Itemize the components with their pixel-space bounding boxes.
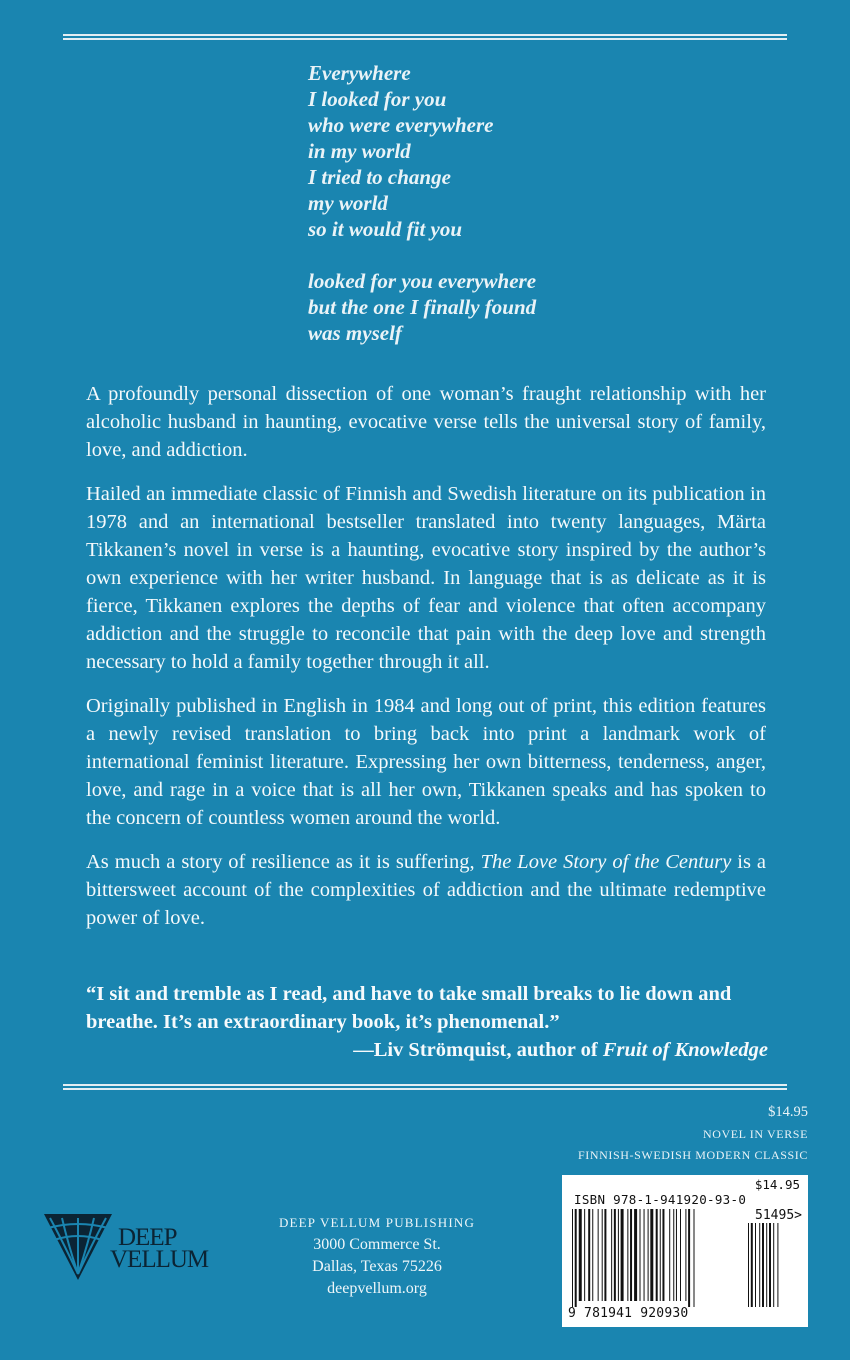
barcode-addon-code: 51495> xyxy=(755,1208,802,1223)
logo-line-1: DEEP xyxy=(118,1224,177,1251)
barcode-bar xyxy=(584,1209,585,1301)
barcode-bar xyxy=(604,1209,606,1301)
barcode-bar xyxy=(621,1209,624,1301)
publisher-logo-wordmark xyxy=(110,1224,209,1273)
barcode-bar xyxy=(618,1209,619,1301)
quote-attribution xyxy=(86,1036,768,1064)
book-description xyxy=(86,380,766,948)
barcode-bar xyxy=(694,1209,695,1307)
description-paragraph-1: A profoundly personal dissection of one woman’s fraught relationship with her alcoholic husband in haunting, evocative verse tells the universal story of family, love, and addiction. xyxy=(86,383,766,461)
poem-line: but the one I finally found xyxy=(308,295,537,319)
barcode-bar xyxy=(627,1209,628,1301)
barcode-addon-bar xyxy=(751,1223,753,1307)
barcode-bars xyxy=(572,1209,802,1307)
barcode-addon-bar xyxy=(762,1223,764,1307)
price: $14.95 xyxy=(768,1104,808,1120)
barcode-addon-bar xyxy=(766,1223,767,1307)
genre-label: NOVEL IN VERSE xyxy=(702,1127,808,1141)
barcode-bar xyxy=(575,1209,577,1307)
vellum-fan-icon xyxy=(42,1210,114,1284)
poem-line: Everywhere xyxy=(308,61,411,85)
barcode-addon-bar xyxy=(773,1223,774,1307)
barcode-bar xyxy=(611,1209,612,1301)
bottom-divider xyxy=(63,1084,787,1090)
barcode-price: $14.95 xyxy=(754,1177,800,1192)
barcode-addon-bar xyxy=(759,1223,760,1307)
barcode-bar xyxy=(676,1209,677,1301)
barcode-bar xyxy=(588,1209,590,1301)
poem-stanza-1 xyxy=(308,60,536,242)
poem-line: in my world xyxy=(308,139,411,163)
barcode-bar xyxy=(640,1209,641,1301)
review-quote xyxy=(86,980,768,1064)
publisher-name: DEEP VELLUM PUBLISHING xyxy=(278,1215,476,1230)
paragraph-text: is a bittersweet account of the complexities of addiction and the ultimate redemptive power of love. xyxy=(86,851,767,929)
barcode-bar xyxy=(572,1209,573,1307)
publisher-city: Dallas, Texas 75226 xyxy=(312,1258,442,1275)
barcode-bar xyxy=(614,1209,616,1301)
barcode-bar xyxy=(630,1209,632,1301)
attribution-book-title: Fruit of Knowledge xyxy=(602,1039,768,1061)
barcode-bar xyxy=(602,1209,603,1301)
barcode-bar xyxy=(656,1209,658,1301)
barcode-bar xyxy=(634,1209,637,1301)
publisher-street: 3000 Commerce St. xyxy=(313,1236,441,1253)
publisher-website[interactable]: deepvellum.org xyxy=(327,1280,427,1297)
logo-line-2: VELLUM xyxy=(110,1246,209,1273)
top-divider xyxy=(63,34,787,40)
poem-line: I looked for you xyxy=(308,87,447,111)
description-paragraph-2: Hailed an immediate classic of Finnish and Swedish literature on its publication in 1978 and an international bestseller translated into twenty languages, Märta Tikkanen’s novel in verse is a haunting, evocative story inspired by the author’s own experience with her writer husband. In language that is as delicate as it is fierce, Tikkanen explores the depths of fear and violence that often accompany addiction and the struggle to reconcile that pain with the deep love and strength necessary to hold a family together through it all. xyxy=(86,483,766,673)
barcode-bar xyxy=(650,1209,653,1301)
barcode-bar xyxy=(598,1209,599,1301)
barcode-bar xyxy=(685,1209,686,1301)
poem-stanza-2 xyxy=(308,268,536,346)
book-title: The Love Story of the Century xyxy=(480,851,732,873)
poem-line: looked for you everywhere xyxy=(308,269,537,293)
paragraph-text: As much a story of resilience as it is suffering, xyxy=(86,851,481,873)
category-label: FINNISH-SWEDISH MODERN CLASSIC xyxy=(577,1148,808,1162)
barcode-addon-bar xyxy=(755,1223,756,1307)
barcode-bar xyxy=(662,1209,664,1301)
barcode-bar xyxy=(673,1209,674,1301)
description-paragraph-4 xyxy=(86,848,766,932)
poem-line: who were everywhere xyxy=(308,113,494,137)
book-meta xyxy=(578,1104,808,1169)
barcode-bar xyxy=(648,1209,649,1301)
barcode-addon-bar xyxy=(748,1223,749,1307)
quote-text: “I sit and tremble as I read, and have to take small breaks to lie down and breathe. It’s an extraordinary book, it’s phenomenal.” xyxy=(86,983,732,1033)
barcode-bar xyxy=(688,1209,690,1307)
poem-line: I tried to change xyxy=(308,165,451,189)
description-paragraph-3: Originally published in English in 1984 and long out of print, this edition features a newly revised translation to bring back into print a landmark work of international feminist literature. Expressing her own bitterness, tenderness, anger, love, and rage in a voice that is all her own, Tikkanen speaks and has spoken to the concern of countless women around the world. xyxy=(86,695,766,829)
poem-line: was myself xyxy=(308,321,402,345)
barcode-bar xyxy=(660,1209,661,1301)
barcode-bar xyxy=(592,1209,593,1301)
epigraph-poem xyxy=(308,60,536,372)
barcode-digits: 9 781941 920930 xyxy=(568,1306,689,1321)
poem-line: so it would fit you xyxy=(308,217,463,241)
barcode-bar xyxy=(680,1209,681,1301)
barcode-bar xyxy=(579,1209,582,1301)
barcode-addon-bar xyxy=(769,1223,771,1307)
poem-line: my world xyxy=(308,191,388,215)
isbn-number: ISBN 978-1-941920-93-0 xyxy=(574,1192,747,1207)
barcode-bar xyxy=(669,1209,670,1301)
isbn-barcode xyxy=(562,1175,808,1327)
barcode-bar xyxy=(644,1209,645,1301)
barcode-addon-bar xyxy=(777,1223,778,1307)
attribution-author: —Liv Strömquist, author of xyxy=(353,1039,603,1061)
publisher-address xyxy=(262,1212,492,1300)
